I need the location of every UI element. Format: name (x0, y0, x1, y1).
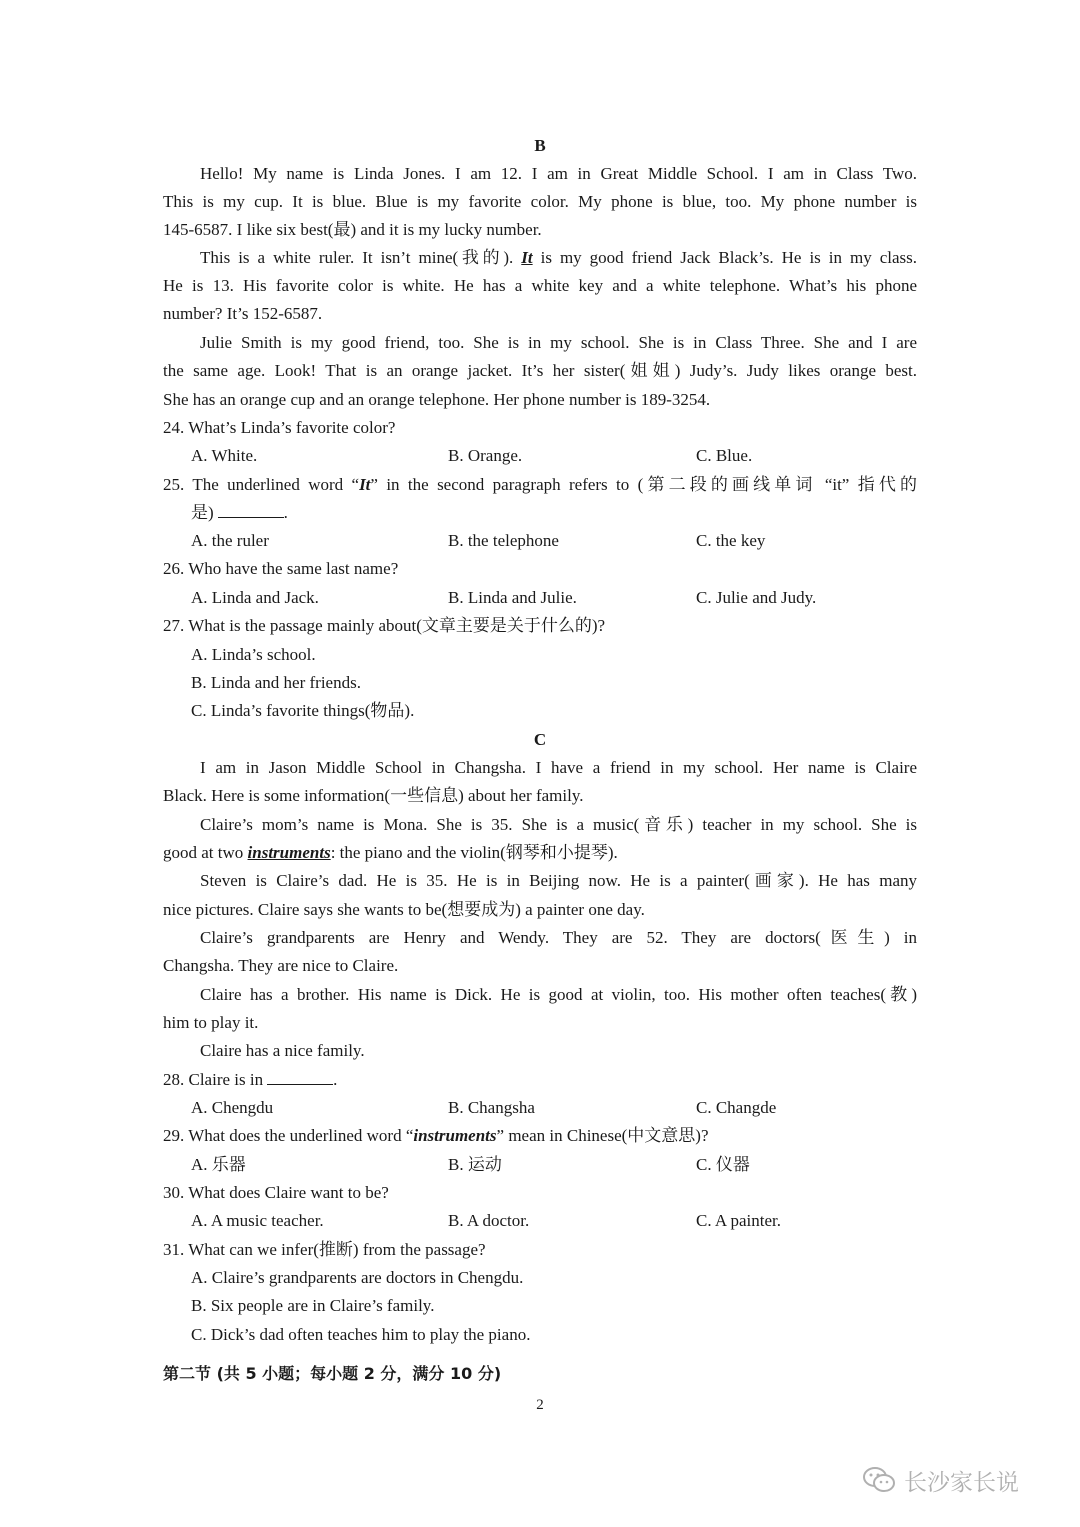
option-b: B. 运动 (448, 1155, 502, 1174)
option-c: C. 仪器 (696, 1155, 750, 1174)
question-word: instruments (413, 1126, 497, 1145)
question-text: 是) (191, 503, 214, 522)
option-b: B. Linda and her friends. (191, 673, 361, 692)
option-b: B. Orange. (448, 446, 523, 465)
wechat-icon (862, 1465, 896, 1495)
question-29 (163, 1122, 917, 1150)
option-c: C. Julie and Judy. (696, 588, 817, 607)
passage-c-line: Steven is Claire’s dad. He is 35. He is in Beijing now. He is a painter(画家). He has many (200, 871, 917, 890)
option-c: C. Dick’s dad often teaches him to play the piano. (191, 1325, 531, 1344)
underlined-word-it: It (521, 248, 533, 267)
option-a: A. A music teacher. (191, 1211, 324, 1230)
passage-c-line (163, 839, 917, 867)
passage-b-line: Julie Smith is my good friend, too. She is in my school. She is in Class Three. She and I are (200, 333, 917, 352)
answer-blank (267, 1067, 333, 1085)
passage-b-line: Hello! My name is Linda Jones. I am 12. I am in Great Middle School. I am in Class Two. (200, 164, 917, 183)
option-a: A. the ruler (191, 531, 269, 550)
option-a: A. Claire’s grandparents are doctors in Chengdu. (191, 1268, 524, 1287)
underlined-word-instruments: instruments (247, 843, 331, 862)
passage-b-line: She has an orange cup and an orange telephone. Her phone number is 189-3254. (163, 390, 711, 409)
passage-b-line: 145-6587. I like six best(最) and it is my lucky number. (163, 220, 542, 239)
question-30: 30. What does Claire want to be? (163, 1183, 389, 1202)
passage-b-line (163, 244, 917, 272)
passage-text: is my good friend Jack Black’s. He is in my class. (540, 248, 918, 267)
question-24: 24. What’s Linda’s favorite color? (163, 418, 396, 437)
watermark (862, 1460, 1019, 1500)
question-25-cont: 是) . (163, 499, 917, 527)
passage-c-line: I am in Jason Middle School in Changsha. I have a friend in my school. Her name is Claire (200, 758, 917, 777)
option-c: C. A painter. (696, 1211, 781, 1230)
option-b: B. the telephone (448, 531, 559, 550)
watermark-text: 长沙家长说 (904, 1469, 1019, 1496)
question-text: 29. What does the underlined word “ (163, 1126, 414, 1145)
passage-b-line: He is 13. His favorite color is white. He has a white key and a white telephone. What’s his phone (163, 276, 917, 295)
options-30 (163, 1207, 917, 1235)
passage-c-line: Claire has a nice family. (200, 1041, 365, 1060)
passage-c-line: Claire has a brother. His name is Dick. He is good at violin, too. His mother often teaches(教) (200, 985, 917, 1004)
passage-b-line: number? It’s 152-6587. (163, 304, 323, 323)
question-27: 27. What is the passage mainly about(文章主要是关于什么的)? (163, 616, 606, 635)
passage-c-line: Black. Here is some information(一些信息) about her family. (163, 786, 584, 805)
passage-text: This is a white ruler. It isn’t mine(我的). (200, 248, 514, 267)
options-25 (163, 527, 917, 555)
option-c: C. Changde (696, 1098, 777, 1117)
passage-c-line: Claire’s grandparents are Henry and Wendy. They are 52. They are doctors(医生) in (200, 928, 917, 947)
passage-text: good at two (163, 843, 244, 862)
passage-c-line: nice pictures. Claire says she wants to be(想要成为) a painter one day. (163, 900, 645, 919)
passage-c-line: him to play it. (163, 1013, 259, 1032)
options-29 (163, 1151, 917, 1179)
page-number: 2 (536, 1397, 544, 1413)
question-25 (163, 471, 917, 499)
passage-c-line: Claire’s mom’s name is Mona. She is 35. She is a music(音乐) teacher in my school. She is (200, 815, 917, 834)
option-b: B. A doctor. (448, 1211, 530, 1230)
option-c: C. Linda’s favorite things(物品). (191, 701, 415, 720)
options-24 (163, 442, 917, 470)
passage-c-line: Changsha. They are nice to Claire. (163, 956, 399, 975)
question-text: ” mean in Chinese(中文意思)? (496, 1126, 709, 1145)
option-a: A. Chengdu (191, 1098, 274, 1117)
options-28 (163, 1094, 917, 1122)
question-text: 25. The underlined word “ (163, 475, 360, 494)
option-b: B. Changsha (448, 1098, 535, 1117)
option-a: A. Linda and Jack. (191, 588, 319, 607)
passage-text: : the piano and the violin(钢琴和小提琴). (330, 843, 618, 862)
option-a: A. 乐器 (191, 1155, 246, 1174)
section-2-title: 第二节 (共 5 小题；每小题 2 分，满分 10 分) (163, 1364, 502, 1383)
question-31: 31. What can we infer(推断) from the passage? (163, 1240, 486, 1259)
options-26 (163, 584, 917, 612)
question-word: It (359, 475, 371, 494)
question-28: 28. Claire is in . (163, 1066, 917, 1094)
option-a: A. Linda’s school. (191, 645, 316, 664)
question-text: 28. Claire is in (163, 1070, 264, 1089)
option-c: C. the key (696, 531, 766, 550)
answer-blank (218, 500, 284, 518)
section-b-heading: B (534, 136, 546, 155)
option-a: A. White. (191, 446, 258, 465)
section-c-heading: C (533, 730, 547, 749)
question-26: 26. Who have the same last name? (163, 559, 399, 578)
option-c: C. Blue. (696, 446, 753, 465)
option-b: B. Six people are in Claire’s family. (191, 1296, 435, 1315)
passage-b-line: the same age. Look! That is an orange jacket. It’s her sister(姐姐) Judy’s. Judy likes orange best. (163, 361, 917, 380)
question-text: ” in the second paragraph refers to (第二段的画线单词 “it” 指代的 (370, 475, 917, 494)
option-b: B. Linda and Julie. (448, 588, 577, 607)
passage-b-line: This is my cup. It is blue. Blue is my favorite color. My phone is blue, too. My phone number is (163, 192, 917, 211)
